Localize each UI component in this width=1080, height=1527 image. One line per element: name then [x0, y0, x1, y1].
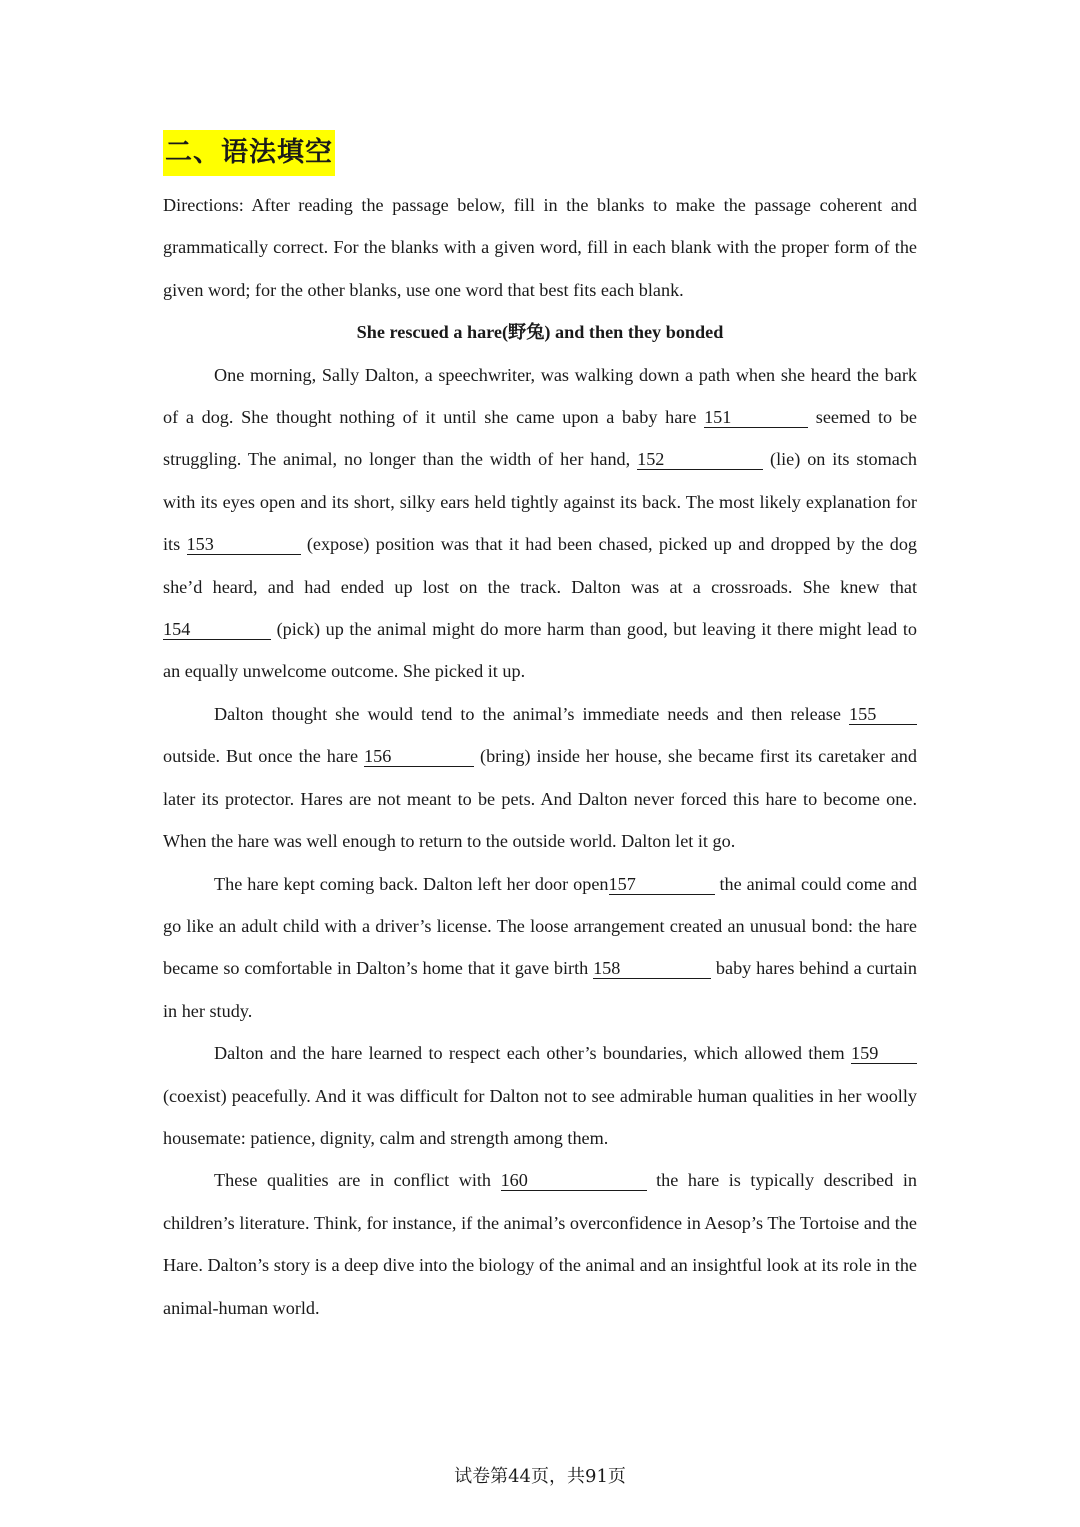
- paragraph-2: [163, 693, 917, 863]
- paragraph-text: Dalton thought she would tend to the animal’s immediate needs and then release: [214, 703, 849, 724]
- paragraph-4: [163, 1032, 917, 1159]
- paragraph-text: One morning, Sally Dalton, a speechwriter, was walking down a path when she heard the bark of a dog. She thought nothing of it until she came upon a baby hare: [163, 364, 917, 428]
- paragraph-text: (lie) on its stomach with its eyes open and its short, silky ears held tightly against its back. The most likely explanation for its: [163, 449, 917, 555]
- directions: Directions: After reading the passage below, fill in the blanks to make the passage coherent and grammatically correct. For the blanks with a given word, fill in each blank with the proper form of the given word; for the other blanks, use one word that best fits each blank.: [163, 195, 917, 300]
- section-heading: 二、语法填空: [163, 130, 335, 176]
- paragraph-text: The hare kept coming back. Dalton left her door open: [214, 873, 609, 894]
- blank-159[interactable]: 159: [851, 1043, 917, 1064]
- paragraph-text: (pick) up the animal might do more harm than good, but leaving it there might lead to an equally unwelcome outcome. She picked it up.: [163, 619, 917, 682]
- paragraph-5: [163, 1159, 917, 1329]
- paragraph-text: These qualities are in conflict with: [214, 1170, 501, 1191]
- blank-160[interactable]: 160: [501, 1170, 647, 1191]
- blank-156[interactable]: 156: [364, 746, 474, 767]
- paragraph-text: the hare is typically described in children’s literature. Think, for instance, if the animal’s overconfidence in Aesop’s The Tortoise and the Hare. Dalton’s story is a deep dive into the biology of the animal and an insightful look at its role in the animal-human world.: [163, 1170, 917, 1318]
- paragraph-3: [163, 863, 917, 1033]
- paragraph-1: [163, 354, 917, 693]
- paragraph-text: the animal could come and go like an adult child with a driver’s license. The loose arrangement created an unusual bond: the hare became so comfortable in Dalton’s home that it gave birth: [163, 873, 918, 979]
- blank-152[interactable]: 152: [637, 449, 763, 470]
- blank-153[interactable]: 153: [187, 534, 301, 555]
- blank-158[interactable]: 158: [593, 958, 711, 979]
- exam-page: [163, 130, 917, 1329]
- paragraph-text: (bring) inside her house, she became first its caretaker and later its protector. Hares are not meant to be pets. And Dalton never forced this hare to become one. When the hare was well enough to return to the outside world. Dalton let it go.: [163, 746, 917, 852]
- blank-157[interactable]: 157: [609, 874, 715, 895]
- paragraph-text: Dalton and the hare learned to respect each other’s boundaries, which allowed them: [214, 1043, 851, 1064]
- blank-154[interactable]: 154: [163, 619, 271, 640]
- paragraph-text: outside. But once the hare: [163, 746, 365, 767]
- blank-155[interactable]: 155: [849, 704, 917, 725]
- page-footer: 试卷第44页，共91页: [454, 1466, 626, 1487]
- passage-title: She rescued a hare(野兔) and then they bonded: [356, 322, 724, 343]
- paragraph-text: (coexist) peacefully. And it was difficult for Dalton not to see admirable human qualities in her woolly housemate: patience, dignity, calm and strength among them.: [163, 1085, 917, 1148]
- paragraph-text: (expose) position was that it had been chased, picked up and dropped by the dog she’d heard, and had ended up lost on the track. Dalton was at a crossroads. She knew that: [163, 534, 918, 597]
- paragraph-text: seemed to be struggling. The animal, no longer than the width of her hand,: [163, 407, 917, 470]
- blank-151[interactable]: 151: [704, 407, 808, 428]
- paragraph-text: baby hares behind a curtain in her study.: [163, 958, 918, 1021]
